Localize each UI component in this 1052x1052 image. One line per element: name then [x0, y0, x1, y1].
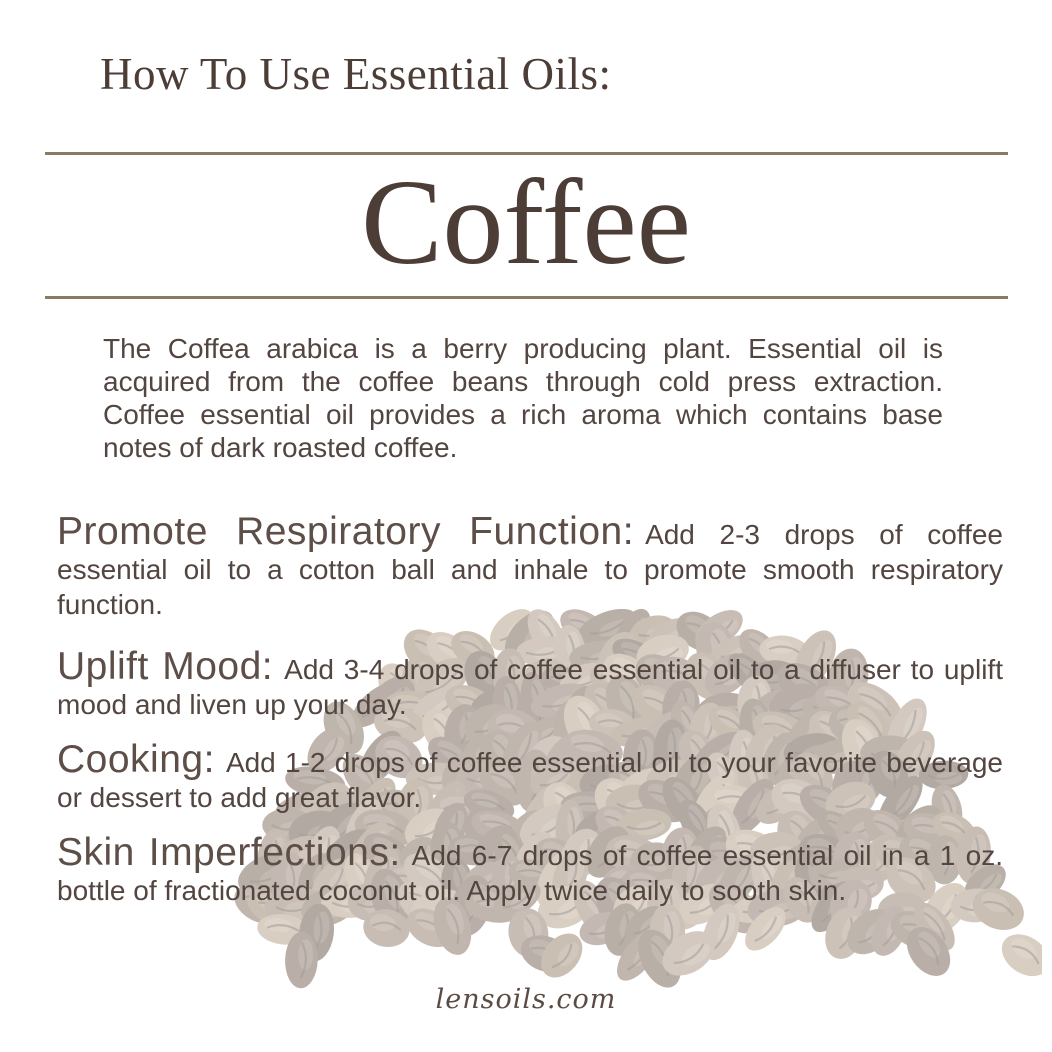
section-body: Add 3-4 drops of coffee essential oil to a diffuser to uplift mood and liven up your day.: [57, 654, 1003, 720]
usage-section-respiratory: [57, 510, 1003, 622]
usage-sections: [57, 510, 1003, 908]
usage-section-skin: [57, 831, 1003, 908]
divider-rule-bottom: [45, 296, 1008, 299]
intro-paragraph: The Coffea arabica is a berry producing plant. Essential oil is acquired from the coffee beans through cold press extraction. Coffee essential oil provides a rich aroma which contains base notes of dark roasted coffee.: [103, 333, 943, 463]
website-watermark: lensoils.com: [435, 984, 617, 1015]
usage-section-cooking: [57, 738, 1003, 815]
section-body: Add 6-7 drops of coffee essential oil in a 1 oz. bottle of fractionated coconut oil. Apply twice daily to sooth skin.: [57, 840, 1003, 906]
section-heading: Promote Respiratory Function:: [57, 510, 635, 553]
oil-name-title: Coffee: [361, 155, 691, 290]
section-body: Add 2-3 drops of coffee essential oil to a cotton ball and inhale to promote smooth respiratory function.: [57, 519, 1003, 620]
usage-section-mood: [57, 645, 1003, 722]
section-body: Add 1-2 drops of coffee essential oil to your favorite beverage or dessert to add great flavor.: [57, 747, 1003, 813]
section-heading: Uplift Mood:: [57, 645, 274, 688]
page-title: How To Use Essential Oils:: [100, 49, 612, 99]
section-heading: Skin Imperfections:: [57, 831, 401, 874]
section-heading: Cooking:: [57, 738, 215, 781]
